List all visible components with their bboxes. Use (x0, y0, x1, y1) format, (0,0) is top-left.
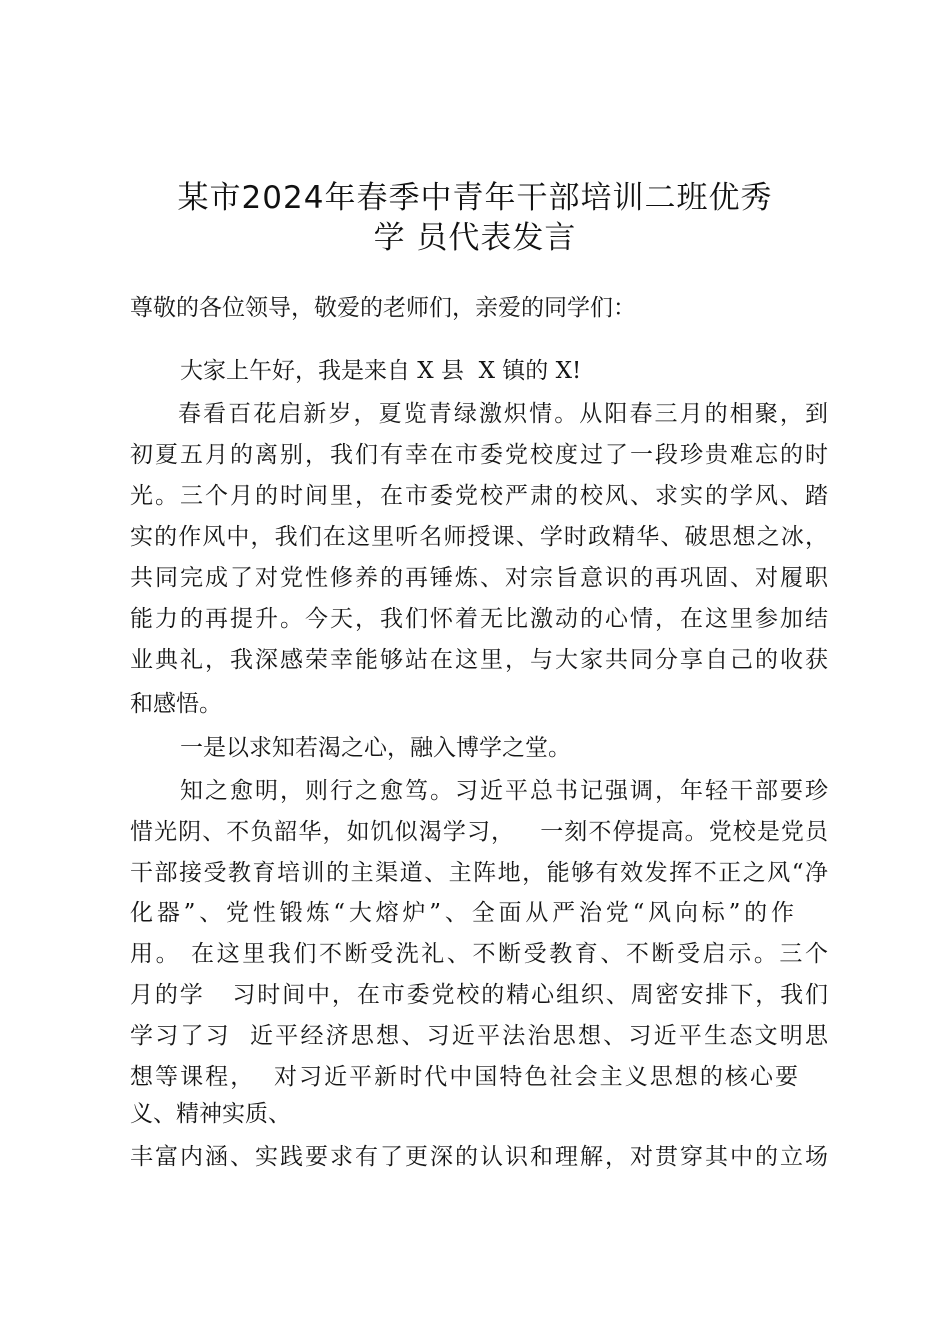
body-line: 丰富内涵、实践要求有了更深的认识和理解，对贯穿其中的立场 (130, 1144, 828, 1170)
body-line: 化器”、党性锻炼“大熔炉”、全面从严治党“风向标”的作 (130, 900, 794, 926)
salutation: 尊敬的各位领导，敬爱的老师们，亲爱的同学们： (130, 295, 636, 321)
body-line: 知之愈明，则行之愈笃。习近平总书记强调，年轻干部要珍 (180, 778, 828, 804)
document-title-line-1: 某市2024年春季中青年干部培训二班优秀 (177, 180, 773, 216)
body-line: 共同完成了对党性修养的再锤炼、对宗旨意识的再巩固、对履职 (130, 565, 828, 591)
body-line: 实的作风中，我们在这里听名师授课、学时政精华、破思想之冰， (130, 524, 828, 550)
body-line: 大家上午好，我是来自 X 县 X 镇的 X! (180, 358, 582, 384)
body-line: 光。三个月的时间里，在市委党校严肃的校风、求实的学风、踏 (130, 483, 828, 509)
document-title-line-2: 学 员代表发言 (373, 220, 577, 256)
body-line: 惜光阴、不负韶华，如饥似渴学习， 一刻不停提高。党校是党员 (130, 819, 828, 845)
body-line: 用。 在这里我们不断受洗礼、不断受教育、不断受启示。三个 (130, 941, 828, 967)
section-heading: 一是以求知若渴之心，融入博学之堂。 (180, 735, 571, 761)
body-line: 干部接受教育培训的主渠道、主阵地，能够有效发挥不正之风“净 (130, 860, 828, 886)
body-line: 能力的再提升。今天，我们怀着无比激动的心情，在这里参加结 (130, 606, 828, 632)
body-line: 业典礼，我深感荣幸能够站在这里，与大家共同分享自己的收获 (130, 647, 828, 673)
body-line: 月的学 习时间中，在市委党校的精心组织、周密安排下，我们 (130, 982, 828, 1008)
body-line: 想等课程， 对习近平新时代中国特色社会主义思想的核心要 (130, 1064, 798, 1090)
body-line: 义、精神实质、 (130, 1101, 291, 1127)
body-line: 和感悟。 (130, 691, 222, 717)
body-line: 春看百花启新岁，夏览青绿激炽情。从阳春三月的相聚，到 (178, 401, 828, 427)
body-line: 学习了习 近平经济思想、习近平法治思想、习近平生态文明思 (130, 1023, 828, 1049)
body-line: 初夏五月的离别，我们有幸在市委党校度过了一段珍贵难忘的时 (130, 442, 828, 468)
